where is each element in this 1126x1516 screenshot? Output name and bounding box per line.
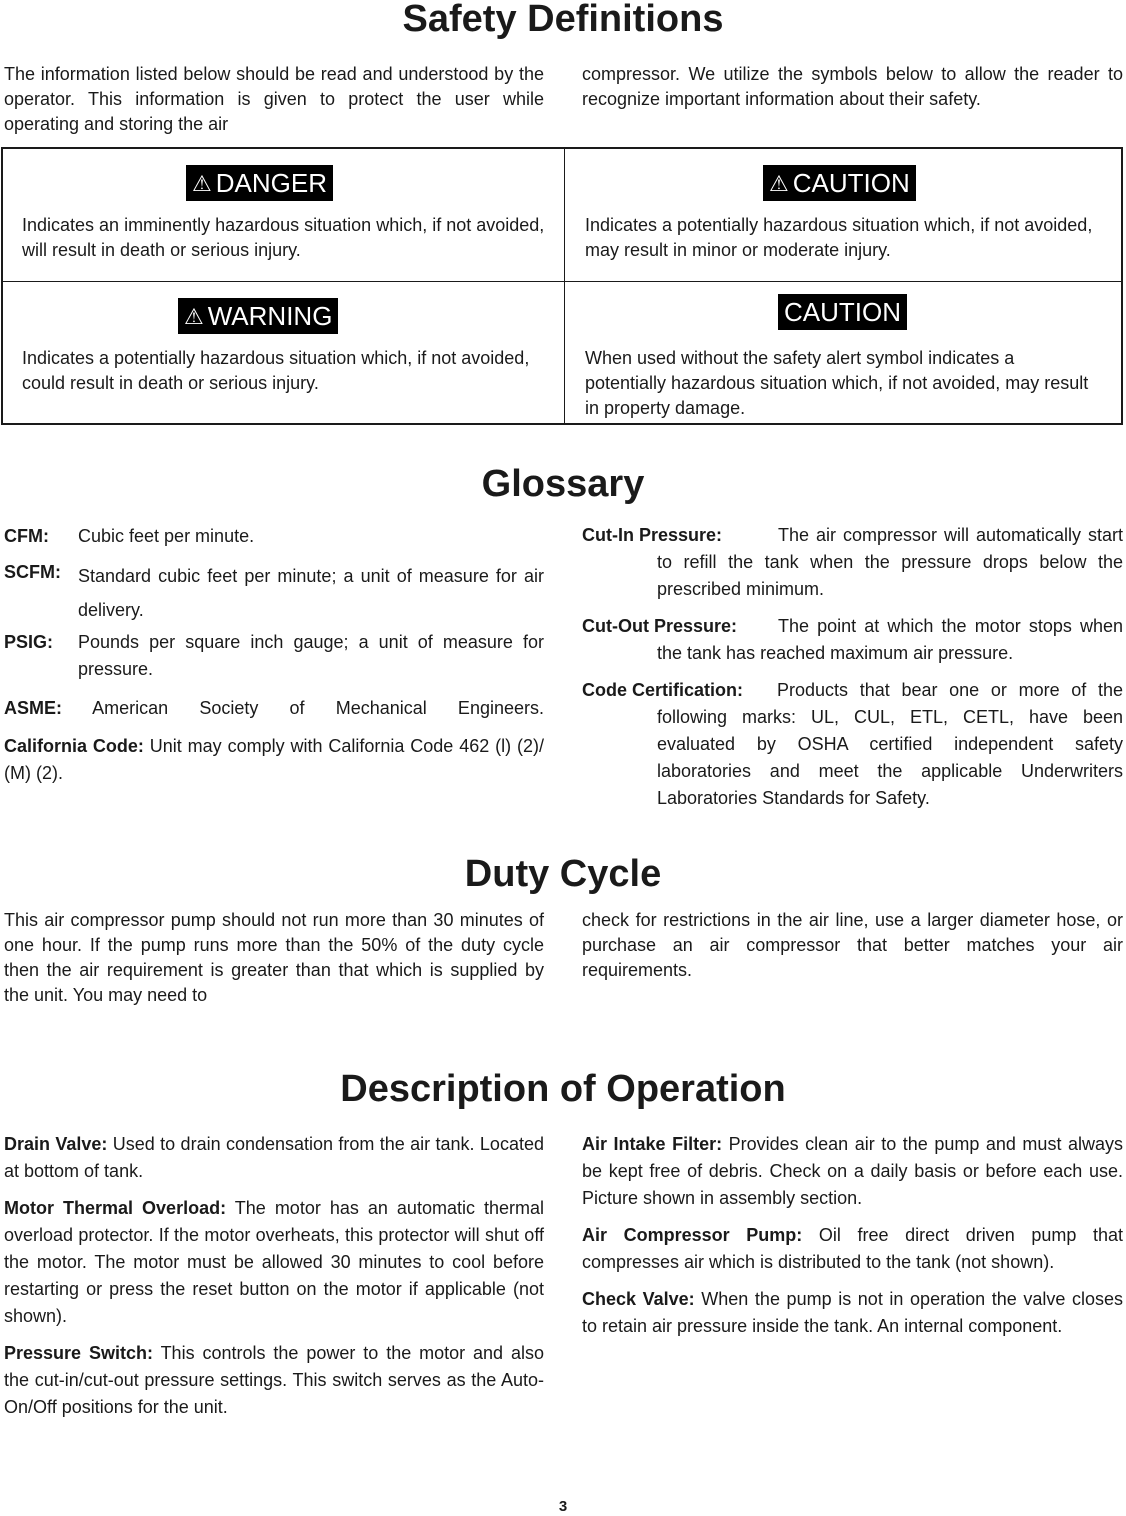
- glossary-definition: American Society of Mechanical Engineers.: [92, 698, 544, 718]
- glossary-heading: Glossary: [481, 463, 645, 505]
- page-number: 3: [558, 1498, 568, 1515]
- glossary-definition: Unit may comply with California Code 462 (l) (2)/ (M) (2).: [4, 736, 544, 783]
- duty-cycle-right: check for restrictions in the air line, use a larger diameter hose, or purchase an air compressor that better matches your air requirements.: [582, 910, 1123, 980]
- glossary-item: [4, 523, 544, 550]
- operation-item: [582, 1131, 1123, 1212]
- glossary-term: California Code:: [4, 736, 144, 756]
- glossary-definition: [582, 522, 1123, 603]
- safety-definitions-table: [1, 147, 1123, 425]
- description-of-operation-heading: Description of Operation: [340, 1068, 786, 1110]
- danger-label: DANGER: [215, 168, 327, 198]
- caution-alert-description: Indicates a potentially hazardous situation which, if not avoided, may result in minor or moderate injury.: [585, 215, 1093, 260]
- glossary-definition: Cubic feet per minute.: [78, 526, 255, 546]
- warning-triangle-icon: ⚠: [184, 304, 204, 329]
- caution-plain-label: CAUTION: [784, 297, 901, 327]
- operation-definition: This controls the power to the motor and also the cut-in/cut-out pressure settings. This switch serves as the Auto-On/Off positions for the unit.: [4, 1343, 544, 1417]
- glossary-term: CFM:: [4, 526, 49, 546]
- glossary-definition-text: Products that bear one or more of the following marks: UL, CUL, ETL, CETL, have been evaluated by OSHA certified independent safety laboratories and meet the applicable Underwriters Laboratories Standards for Safety.: [657, 680, 1123, 808]
- glossary-definition: [582, 613, 1123, 667]
- glossary-term: PSIG:: [4, 632, 54, 652]
- operation-definition: Provides clean air to the pump and must always be kept free of debris. Check on a daily basis or before each use. Picture shown in assembly section.: [582, 1134, 1123, 1208]
- glossary-term: ASME:: [4, 698, 62, 718]
- glossary-definition: [582, 677, 1123, 812]
- operation-item: [582, 1222, 1123, 1276]
- glossary-term: Code Certification:: [582, 680, 744, 700]
- operation-right-column: [582, 1131, 1123, 1350]
- caution-alert-badge: [763, 165, 916, 201]
- operation-term: Air Compressor Pump:: [582, 1225, 803, 1245]
- glossary-item: [4, 733, 544, 787]
- glossary-item: [4, 559, 544, 620]
- warning-description: Indicates a potentially hazardous situation which, if not avoided, could result in death or serious injury.: [22, 348, 530, 393]
- warning-cell: [3, 282, 564, 423]
- glossary-definition: Standard cubic feet per minute; a unit of measure for air delivery.: [78, 566, 544, 620]
- glossary-item: [4, 695, 544, 722]
- operation-term: Check Valve:: [582, 1289, 695, 1309]
- operation-definition: Used to drain condensation from the air tank. Located at bottom of tank.: [4, 1134, 544, 1181]
- operation-term: Air Intake Filter:: [582, 1134, 723, 1154]
- danger-description: Indicates an imminently hazardous situation which, if not avoided, will result in death or serious injury.: [22, 215, 545, 260]
- warning-badge: [178, 298, 338, 334]
- operation-definition: When the pump is not in operation the valve closes to retain air pressure inside the tank. An internal component.: [582, 1289, 1123, 1336]
- glossary-term: SCFM:: [4, 562, 61, 582]
- caution-alert-label: CAUTION: [792, 168, 910, 198]
- glossary-term: Cut-Out Pressure:: [582, 616, 738, 636]
- operation-term: Motor Thermal Overload:: [4, 1198, 227, 1218]
- operation-definition: Oil free direct driven pump that compresses air which is distributed to the tank (not shown).: [582, 1225, 1123, 1272]
- warning-triangle-icon: ⚠: [192, 171, 212, 196]
- operation-definition: The motor has an automatic thermal overload protector. If the motor overheats, this protector will shut off the motor. The motor must be allowed 30 minutes to cool before restarting or press the reset button on the motor if applicable (not shown).: [4, 1198, 545, 1326]
- operation-left-column: [4, 1131, 544, 1431]
- safety-intro-left: The information listed below should be read and understood by the operator. This information is given to protect the user while operating and storing the air: [4, 64, 544, 134]
- warning-triangle-icon: ⚠: [769, 171, 789, 196]
- caution-alert-cell: [565, 149, 1123, 281]
- operation-item: [4, 1131, 544, 1185]
- duty-cycle-left: This air compressor pump should not run more than 30 minutes of one hour. If the pump runs more than the 50% of the duty cycle then the air requirement is greater than that which is supplied by the unit. You may need to: [4, 910, 544, 1005]
- operation-term: Drain Valve:: [4, 1134, 108, 1154]
- glossary-definition: Pounds per square inch gauge; a unit of measure for pressure.: [78, 632, 544, 679]
- glossary-definition-wrapper: The air compressor will automatically start to refill the tank when the pressure drops below the prescribed minimum.: [657, 525, 1123, 599]
- operation-item: [4, 1195, 544, 1330]
- danger-cell: [3, 149, 564, 281]
- operation-item: [582, 1286, 1123, 1340]
- caution-plain-description: When used without the safety alert symbol indicates a potentially hazardous situation which, if not avoided, may result in property damage.: [585, 348, 1089, 418]
- operation-item: [4, 1340, 544, 1421]
- danger-badge: [186, 165, 333, 201]
- caution-plain-badge: [778, 294, 907, 330]
- operation-term: Pressure Switch:: [4, 1343, 153, 1363]
- glossary-definition-text: The point at which the motor stops when the tank has reached maximum air pressure.: [657, 616, 1123, 663]
- glossary-term: Cut-In Pressure:: [582, 525, 723, 545]
- safety-intro-right: compressor. We utilize the symbols below to allow the reader to recognize important information about their safety.: [582, 64, 1123, 109]
- glossary-item: [4, 629, 544, 679]
- safety-definitions-heading: Safety Definitions: [402, 0, 724, 40]
- warning-label: WARNING: [207, 301, 333, 331]
- duty-cycle-heading: Duty Cycle: [464, 853, 662, 895]
- caution-plain-cell: [565, 282, 1123, 423]
